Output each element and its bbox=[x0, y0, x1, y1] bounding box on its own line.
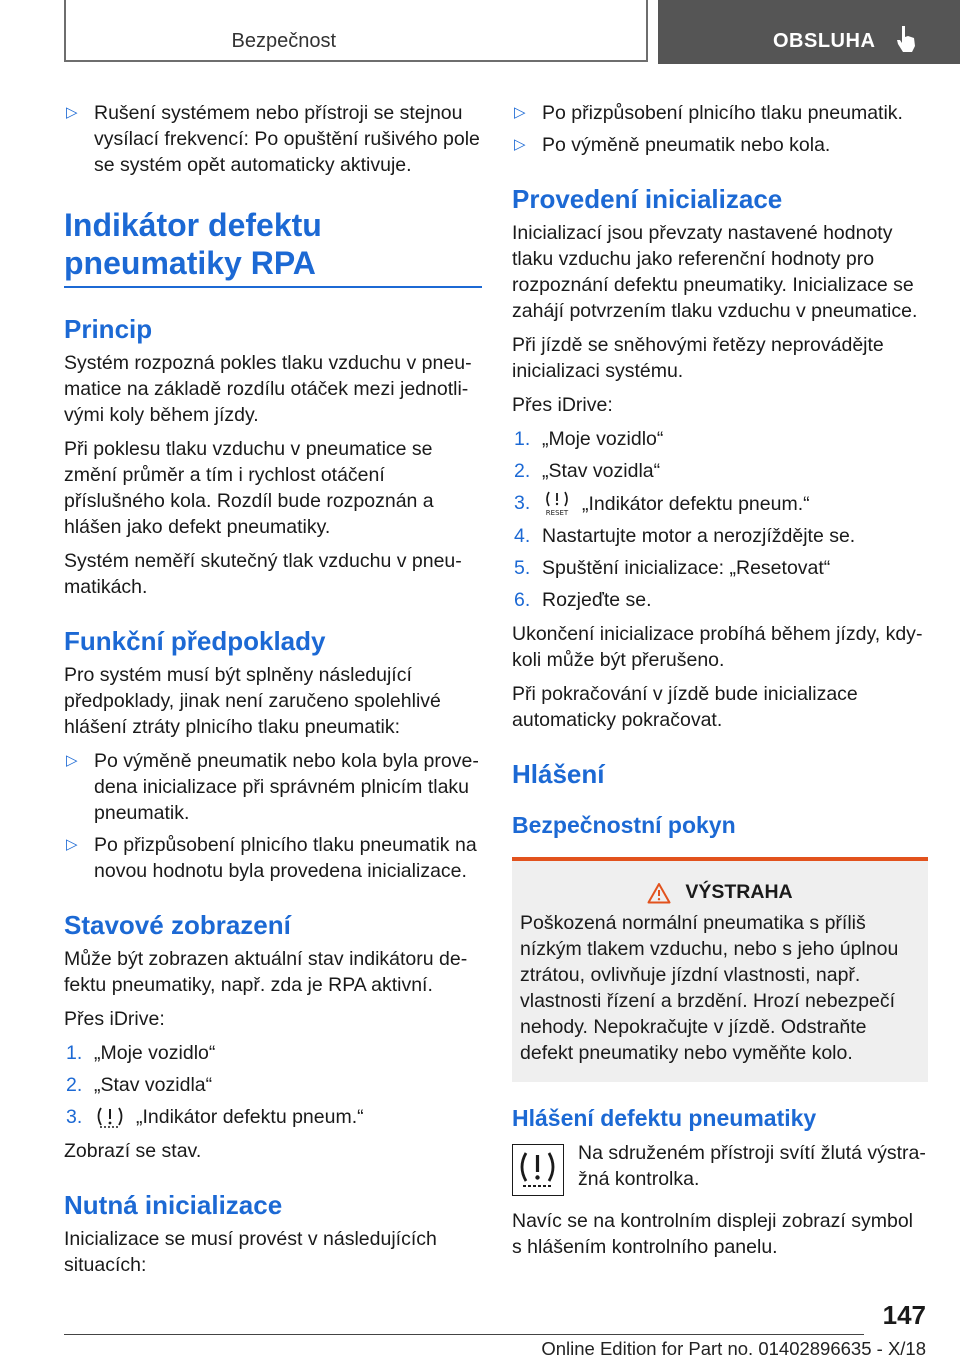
section-title-predpoklady: Funkční předpoklady bbox=[64, 626, 326, 656]
header-box bbox=[64, 0, 648, 62]
right-column bbox=[512, 100, 928, 1268]
list-item: 2. „Stav vozidla“ bbox=[66, 1074, 213, 1096]
paragraph: Systém neměří skutečný tlak vzduchu v pneumatikách. bbox=[64, 550, 462, 598]
paragraph: Systém rozpozná pokles tlaku vzduchu v pneumatice na základě rozdílu otáček mezi jednotlivými koly během jízdy. bbox=[64, 352, 472, 426]
list-item: 1. „Moje vozidlo“ bbox=[514, 428, 664, 450]
paragraph: Navíc se na kontrolním displeji zobrazí symbol s hlášením kontrolního panelu. bbox=[512, 1210, 913, 1258]
subsection-title-safety: Bezpečnostní pokyn bbox=[512, 812, 736, 838]
triangle-bullet-icon: ▷ bbox=[66, 836, 78, 853]
intro-bullets bbox=[64, 100, 482, 178]
section-title-nutna: Nutná inicializace bbox=[64, 1190, 283, 1220]
header-tab-label: OBSLUHA bbox=[773, 30, 876, 52]
list-item: 6. Rozjeďte se. bbox=[514, 589, 652, 611]
paragraph: Pro systém musí být splněny následující předpoklady, jinak není zaručeno spolehlivé hlášení ztráty plnicího tlaku pneumatik: bbox=[64, 664, 441, 738]
warning-text: Poškozená normální pneumatika s příliš nízkým tlakem vzduchu, nebo s jeho úplnou ztrátou, ovlivňuje jízdní vlastnosti, např. vlastnosti řízení a brzdění. Hrozí nebezpečí nehody. Nepokračujte v jízdě. Odstraňte defekt pneumatiky nebo vyměňte kolo. bbox=[520, 912, 899, 1064]
list-item: 2. „Stav vozidla“ bbox=[514, 460, 661, 482]
predpoklady-bullets bbox=[64, 748, 482, 884]
list-item: ▷ Po výměně pneumatik nebo kola. bbox=[514, 134, 831, 156]
list-item: 3. „Indikátor defektu pneum.“ bbox=[66, 1106, 364, 1128]
paragraph: Může být zobrazen aktuální stav indikátoru defektu pneumatiky, např. zda je RPA aktivní. bbox=[64, 948, 468, 996]
tpms-indicator-icon bbox=[512, 1144, 564, 1196]
subsection-title-defekt: Hlášení defektu pneumatiky bbox=[512, 1105, 817, 1131]
header-tab bbox=[658, 0, 960, 64]
section-title-hlaseni: Hlášení bbox=[512, 759, 605, 789]
paragraph: Při poklesu tlaku vzduchu v pneumatice se změní průměr a tím i rychlost otáčení příslušného kola. Rozdíl bude rozpoznán a hlášen jako defekt pneumatiky. bbox=[64, 438, 434, 538]
triangle-bullet-icon: ▷ bbox=[66, 104, 78, 121]
paragraph: Přes iDrive: bbox=[512, 394, 613, 416]
list-item: ▷ Po výměně pneumatik nebo kola byla provedena inicializace při správném plnicím tlaku pneumatik. bbox=[66, 750, 479, 824]
footer-text: Online Edition for Part no. 01402896635 - X/18 bbox=[541, 1338, 926, 1359]
triangle-bullet-icon: ▷ bbox=[514, 104, 526, 121]
tire-warning-icon bbox=[94, 1105, 126, 1129]
chapter-title: Indikátor defektu pneumatiky RPA bbox=[64, 206, 482, 288]
section-title-princip: Princip bbox=[64, 314, 153, 344]
warning-header bbox=[520, 881, 920, 904]
list-item: 1. „Moje vozidlo“ bbox=[66, 1042, 216, 1064]
list-item: 5. Spuštění inicializace: „Resetovat“ bbox=[514, 557, 831, 579]
paragraph: Na sdruženém přístroji svítí žlutá výstražná kontrolka. bbox=[578, 1142, 926, 1190]
section-title-provedeni: Provedení inicializace bbox=[512, 184, 783, 214]
hand-pointing-icon bbox=[895, 24, 917, 54]
list-item: 4. Nastartujte motor a nerozjíždějte se. bbox=[514, 525, 856, 547]
list-item: 3. RESET „Indikátor defektu pneum.“ bbox=[514, 492, 810, 516]
indicator-row bbox=[512, 1140, 928, 1200]
paragraph: Při pokračování v jízdě bude inicializace automaticky pokračovat. bbox=[512, 683, 858, 731]
paragraph: Přes iDrive: bbox=[64, 1008, 165, 1030]
paragraph: Zobrazí se stav. bbox=[64, 1140, 202, 1162]
triangle-bullet-icon: ▷ bbox=[66, 752, 78, 769]
section-title-stav: Stavové zobrazení bbox=[64, 910, 291, 940]
paragraph: Ukončení inicializace probíhá během jízdy, kdykoli může být přerušeno. bbox=[512, 623, 923, 671]
warning-triangle-icon bbox=[647, 882, 671, 904]
footer-divider bbox=[64, 1334, 864, 1335]
header-section-title: Bezpečnost bbox=[231, 30, 336, 52]
triangle-bullet-icon: ▷ bbox=[514, 136, 526, 153]
provedeni-steps bbox=[512, 426, 928, 613]
situation-bullets bbox=[512, 100, 928, 158]
reset-label: RESET bbox=[545, 509, 569, 516]
warning-title: VÝSTRAHA bbox=[685, 881, 793, 903]
list-item: ▷ Po přizpůsobení plnicího tlaku pneumatik. bbox=[514, 102, 903, 124]
list-item: ▷ Rušení systémem nebo přístroji se stejnou vysílací frekvencí: Po opuštění rušivého pole se systém opět automaticky aktivuje. bbox=[66, 102, 480, 176]
paragraph: Inicializace se musí provést v následujících situacích: bbox=[64, 1228, 437, 1276]
warning-box bbox=[512, 857, 928, 1082]
page-number: 147 bbox=[882, 1300, 926, 1330]
left-column bbox=[64, 100, 482, 1286]
paragraph: Při jízdě se sněhovými řetězy neprovádějte inicializaci systému. bbox=[512, 334, 884, 382]
stav-steps bbox=[64, 1040, 482, 1130]
paragraph: Inicializací jsou převzaty nastavené hodnoty tlaku vzduchu jako referenční hodnoty pro rozpoznání defektu pneumatiky. Inicializace se zahájí potvrzením tlaku vzduchu v pneumatice. bbox=[512, 222, 918, 322]
tire-reset-icon bbox=[542, 490, 572, 516]
list-item: ▷ Po přizpůsobení plnicího tlaku pneumatik na novou hodnotu byla provedena inicializace. bbox=[66, 834, 477, 882]
